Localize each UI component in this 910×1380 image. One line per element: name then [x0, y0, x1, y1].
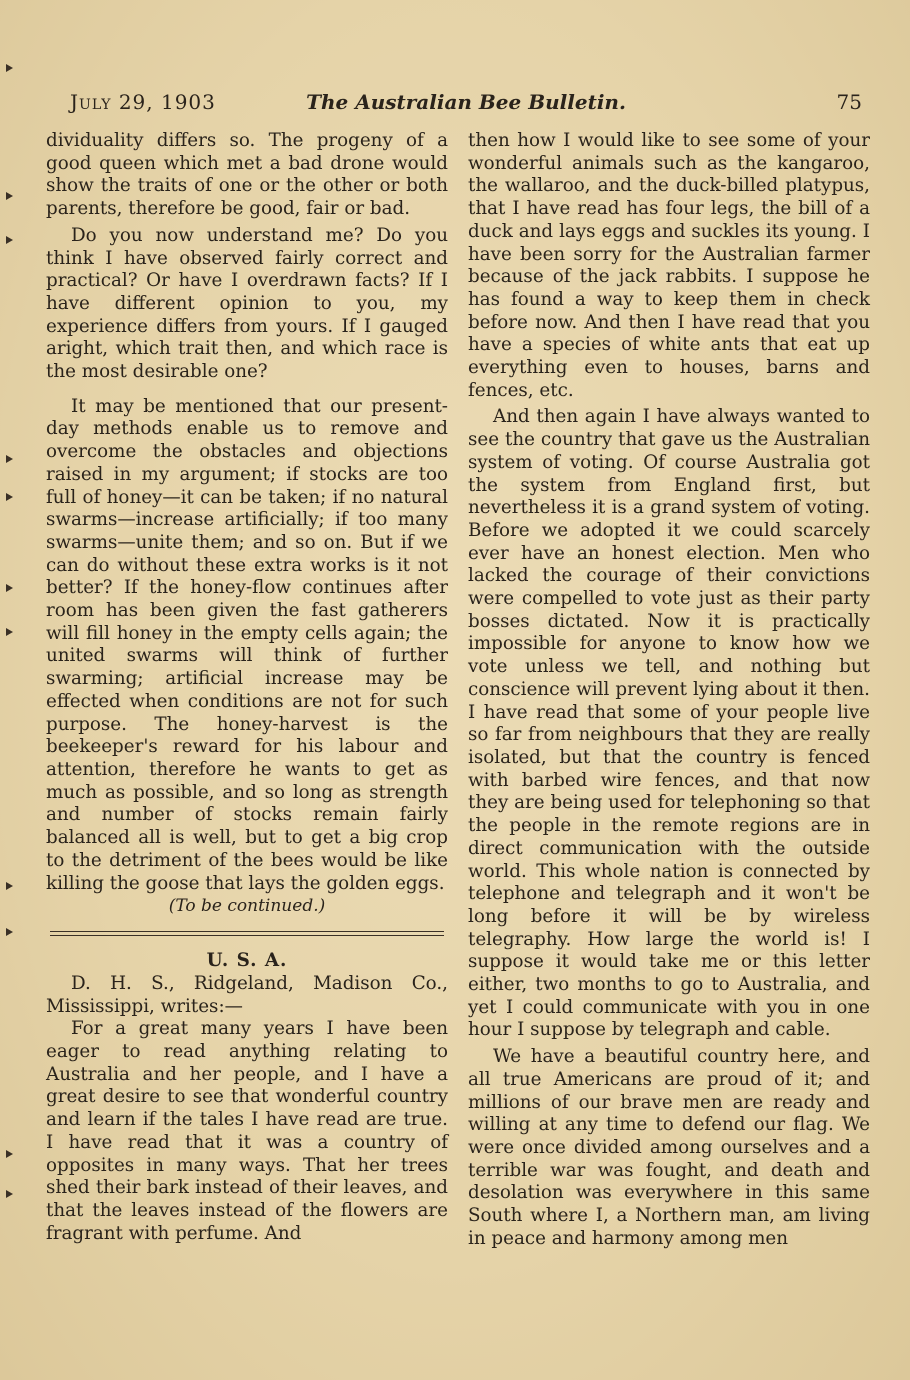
section-divider — [50, 935, 444, 936]
letter-attribution: D. H. S., Ridgeland, Madison Co., Mississippi, writes:— — [46, 972, 448, 1017]
edge-mark — [6, 493, 13, 501]
paragraph: Do you now understand me? Do you think I have observed fairly correct and practical? Or have I overdrawn facts? If I have different opinion to you, my experience differs from yours. If I gauged aright, which trait then, and which race is the most desirable one? — [46, 224, 448, 383]
right-column — [468, 130, 870, 1250]
edge-mark — [6, 584, 13, 592]
edge-mark — [6, 628, 13, 636]
edge-mark — [6, 1190, 13, 1198]
issue-date: July 29, 1903 — [70, 90, 216, 114]
edge-mark — [6, 64, 13, 72]
section-heading: U. S. A. — [206, 950, 288, 972]
paragraph: dividuality differs so. The progeny of a good queen which met a bad drone would show the traits of one or the other or both parents, therefore be good, fair or bad. — [46, 130, 448, 220]
section-divider — [50, 931, 444, 932]
edge-mark — [6, 882, 13, 890]
edge-mark — [6, 192, 13, 200]
page-number: 75 — [836, 90, 862, 114]
page-edge-marks — [0, 0, 30, 1380]
left-column — [46, 130, 448, 1245]
running-header — [70, 88, 862, 116]
to-be-continued: (To be continued.) — [168, 896, 326, 917]
paragraph: And then again I have always wanted to see the country that gave us the Australian system of voting. Of course Australia got the system from England first, but nevertheless it is a grand system of voting. Before we adopted it we could scarcely ever have an honest election. Men who lacked the courage of their convictions were compelled to vote just as their party bosses dictated. Now it is practically impossible for anyone to know how we vote unless we tell, and nothing but conscience will prevent lying about it then. I have read that some of your people live so far from neighbours that they are really isolated, but that the country is fenced with barbed wire fences, and that now they are being used for telephoning so that the people in the remote regions are in direct communication with the outside world. This whole nation is connected by telephone and telegraph and it won't be long before it will be by wireless telegraphy. How large the world is! I suppose it would take me or this letter either, two months to go to Australia, and yet I could communicate with you in one hour I suppose by telegraph and cable. — [468, 406, 870, 1041]
paragraph: It may be mentioned that our present-day methods enable us to remove and overcome the obstacles and objections raised in my argument; if stocks are too full of honey—it can be taken; if no natural swarms—increase artificially; if too many swarms—unite them; and so on. But if we can do without these extra works is it not better? If the honey-flow continues after room has been given the fast gatherers will fill honey in the empty cells again; the united swarms will think of further swarming; artificial increase may be effected when conditions are not for such purpose. The honey-harvest is the beekeeper's reward for his labour and attention, therefore he wants to get as much as possible, and so long as strength and number of stocks remain fairly balanced all is well, but to get a big crop to the detriment of the bees would be like killing the goose that lays the golden eggs. — [46, 395, 448, 894]
paragraph: then how I would like to see some of your wonderful animals such as the kangaroo, the wallaroo, and the duck-billed platypus, that I have read has four legs, the bill of a duck and lays eggs and suckles its young. I have been sorry for the Australian farmer because of the jack rabbits. I suppose he has found a way to keep them in check before now. And then I have read that you have a species of white ants that eat up everything even to houses, barns and fences, etc. — [468, 130, 870, 401]
edge-mark — [6, 236, 13, 244]
edge-mark — [6, 928, 13, 936]
paragraph: We have a beautiful country here, and all true Americans are proud of it; and millions of our brave men are ready and willing at any time to defend our flag. We were once divided among ourselves and a terrible war was fought, and death and desolation was everywhere in this same South where I, a Northern man, am living in peace and harmony among men — [468, 1046, 870, 1249]
paragraph: For a great many years I have been eager to read anything relating to Australia and her people, and I have a great desire to see that wonderful country and learn if the tales I have read are true. I have read that it was a country of opposites in many ways. That her trees shed their bark instead of their leaves, and that the leaves instead of the flowers are fragrant with perfume. And — [46, 1018, 448, 1244]
edge-mark — [6, 455, 13, 463]
edge-mark — [6, 1150, 13, 1158]
journal-title: The Australian Bee Bulletin. — [306, 90, 626, 114]
